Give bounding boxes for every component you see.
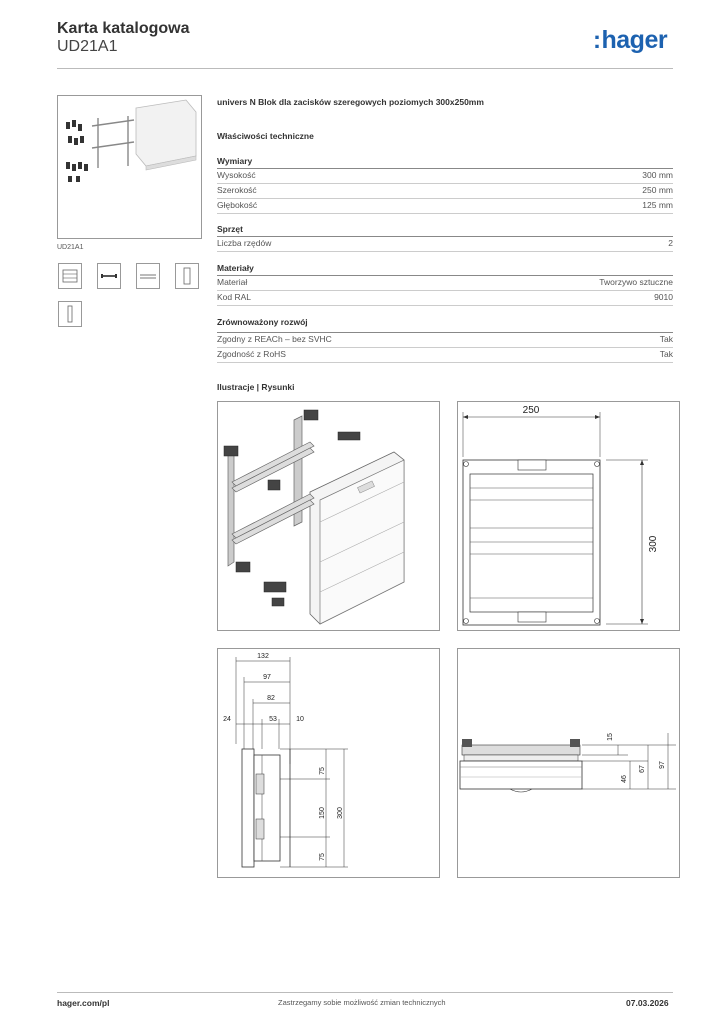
thumbnail-5[interactable] <box>58 301 82 327</box>
product-image <box>57 95 202 239</box>
section-title-materials: Materiały <box>217 263 254 273</box>
section-title-dimensions: Wymiary <box>217 156 253 166</box>
spec-value: Tworzywo sztuczne <box>599 277 673 287</box>
top-dim-97: 97 <box>659 761 666 769</box>
side-dim-82: 82 <box>267 695 275 702</box>
spec-row <box>217 333 673 348</box>
front-height-label: 300 <box>648 535 659 553</box>
spec-label: Zgodność z RoHS <box>217 349 286 359</box>
side-dim-75-top: 75 <box>319 767 326 775</box>
footer-date: 07.03.2026 <box>626 998 669 1008</box>
thumbnail-4[interactable] <box>175 263 199 289</box>
side-dim-24: 24 <box>223 716 231 723</box>
document-title: Karta katalogowa <box>57 20 190 37</box>
spec-row <box>217 184 673 199</box>
footer-website-link[interactable]: hager.com/pl <box>57 998 110 1008</box>
spec-row <box>217 169 673 184</box>
illustrations-title: Ilustracje | Rysunki <box>217 382 295 392</box>
spec-value: 125 mm <box>642 200 673 210</box>
side-dim-300: 300 <box>337 807 344 819</box>
spec-label: Materiał <box>217 277 248 287</box>
front-width-label: 250 <box>522 405 540 416</box>
spec-row <box>217 291 673 306</box>
footer-divider <box>57 992 673 993</box>
spec-label: Głębokość <box>217 200 258 210</box>
side-dim-75-bottom: 75 <box>319 853 326 861</box>
spec-row <box>217 276 673 291</box>
product-code: UD21A1 <box>57 38 118 55</box>
spec-value: Tak <box>659 349 673 359</box>
top-dim-46: 46 <box>621 775 628 783</box>
spec-label: Kod RAL <box>217 292 252 302</box>
spec-label: Liczba rzędów <box>217 238 272 248</box>
technical-properties-title: Właściwości techniczne <box>217 131 314 141</box>
thumbnail-1[interactable] <box>58 263 82 289</box>
logo-text: hager <box>601 26 668 54</box>
section-title-sustainability: Zrównoważony rozwój <box>217 317 308 327</box>
illustration-front-view <box>457 401 680 631</box>
spec-label: Szerokość <box>217 185 257 195</box>
illustration-top-view <box>457 648 680 878</box>
spec-label: Wysokość <box>217 170 256 180</box>
image-caption: UD21A1 <box>57 244 84 251</box>
spec-value: 9010 <box>654 292 673 302</box>
thumbnail-3[interactable] <box>136 263 160 289</box>
spec-label: Zgodny z REACh – bez SVHC <box>217 334 332 344</box>
side-dim-150: 150 <box>319 807 326 819</box>
spec-row <box>217 199 673 214</box>
side-dim-10: 10 <box>296 716 304 723</box>
top-dim-67: 67 <box>639 765 646 773</box>
product-name: univers N Blok dla zacisków szeregowych poziomych 300x250mm <box>217 97 484 107</box>
spec-value: 300 mm <box>642 170 673 180</box>
illustration-exploded-view <box>217 401 440 631</box>
hager-logo: :hager <box>593 26 668 54</box>
spec-value: 250 mm <box>642 185 673 195</box>
side-dim-53: 53 <box>269 716 277 723</box>
side-dim-132: 132 <box>257 653 269 660</box>
footer-disclaimer: Zastrzegamy sobie możliwość zmian technicznych <box>278 998 446 1007</box>
spec-value: 2 <box>668 238 673 248</box>
header-divider <box>57 68 673 69</box>
spec-row <box>217 237 673 252</box>
illustration-side-view <box>217 648 440 878</box>
section-title-equipment: Sprzęt <box>217 224 243 234</box>
side-dim-97: 97 <box>263 674 271 681</box>
spec-row <box>217 348 673 363</box>
top-dim-15: 15 <box>607 733 614 741</box>
thumbnail-2[interactable] <box>97 263 121 289</box>
spec-value: Tak <box>659 334 673 344</box>
